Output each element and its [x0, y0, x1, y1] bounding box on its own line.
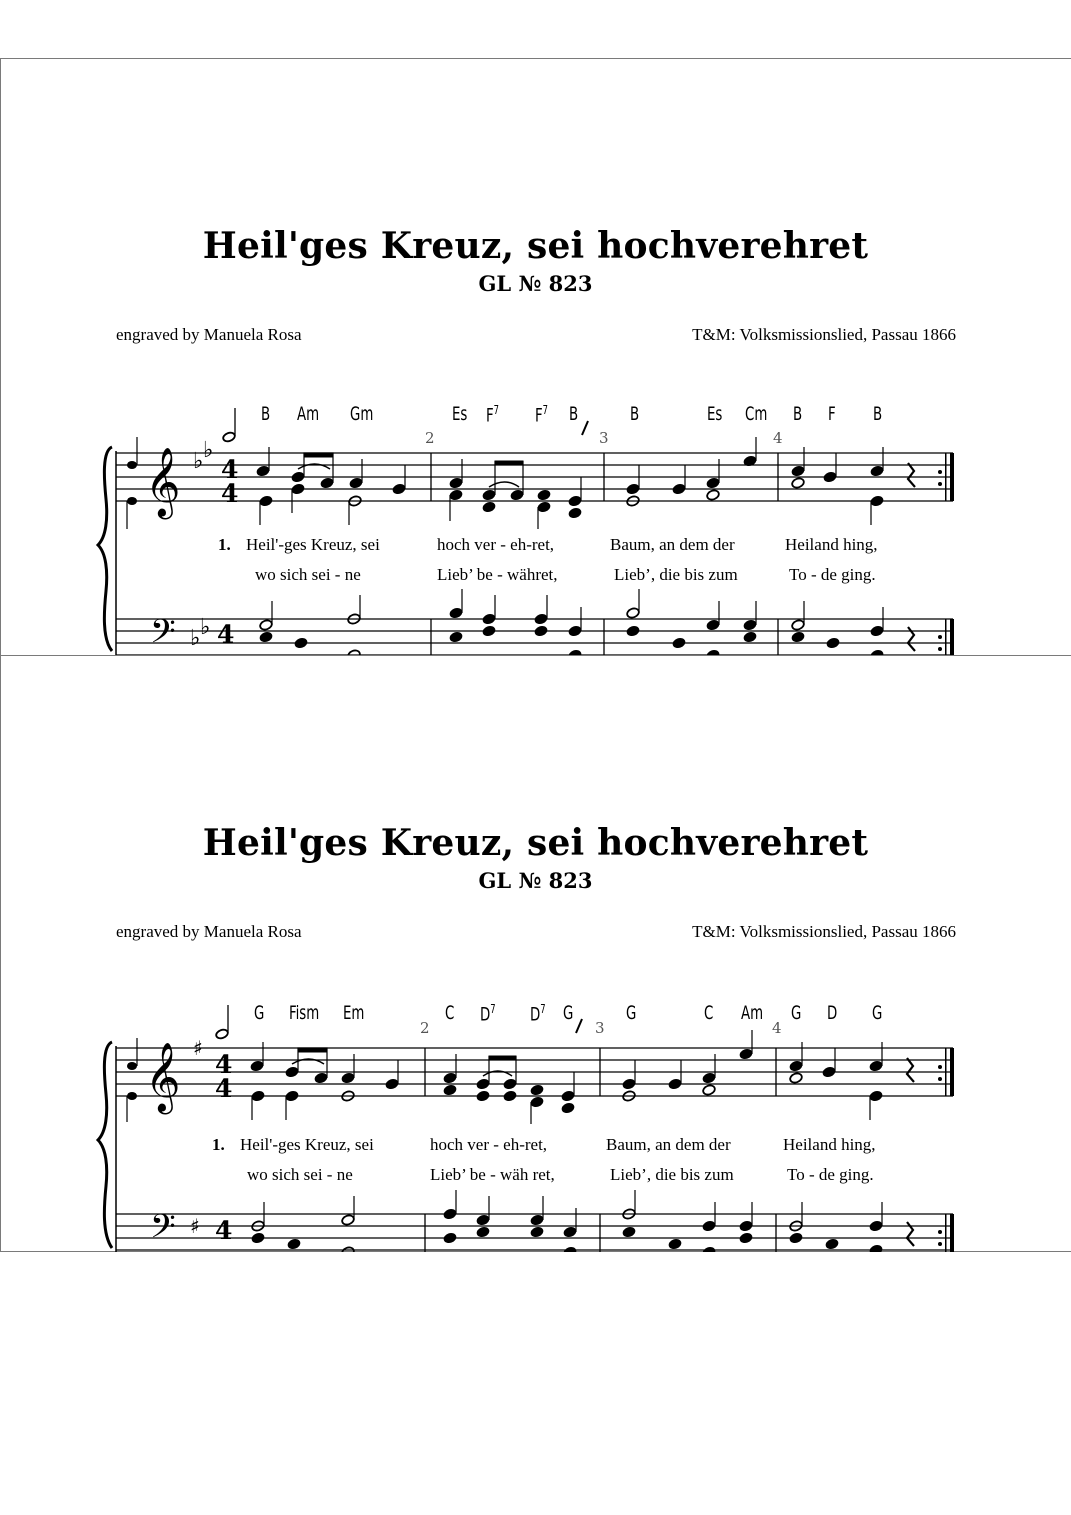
- key-signature-sharp: ♯: [190, 1214, 200, 1238]
- bass-clef: 𝄢: [150, 1208, 176, 1252]
- measure-1-treble: [256, 447, 406, 525]
- incipit-notes: [127, 437, 137, 529]
- music-score: [0, 59, 1071, 655]
- chord-symbol: Es: [707, 403, 723, 425]
- lyric-line-1: Heiland hing,: [783, 1135, 876, 1154]
- time-signature: 4: [215, 1074, 233, 1103]
- bar-number: 3: [599, 429, 609, 447]
- key-signature-flat: ♭: [200, 615, 211, 640]
- lyric-line-1: Heil'-ges Kreuz, sei: [240, 1135, 374, 1154]
- chord-symbol: $D^7$: [530, 1002, 546, 1026]
- grand-staff-brace: [98, 1042, 112, 1248]
- bass-staff: [116, 619, 953, 655]
- text-music-credit: T&M: Volksmissionslied, Passau 1866: [692, 922, 956, 941]
- lyric-line-2: Lieb’, die bis zum: [614, 565, 738, 584]
- chord-extension: 7: [493, 403, 500, 417]
- bar-number: 2: [425, 429, 435, 447]
- sheet-subtitle: GL № 823: [478, 868, 593, 893]
- lyric-line-2: wo sich sei - ne: [247, 1165, 353, 1184]
- incipit-notes: [127, 1038, 137, 1122]
- barlines: [431, 453, 778, 655]
- guide-half-note: [222, 408, 236, 443]
- bar-number: 4: [773, 429, 783, 447]
- lyric-line-2: Lieb’, die bis zum: [610, 1165, 734, 1184]
- chord-symbol: B: [569, 403, 579, 425]
- bass-notes: [259, 589, 915, 655]
- chord-symbol: G: [872, 1002, 883, 1024]
- chord-symbol: Cm: [745, 403, 768, 425]
- music-score: [0, 656, 1071, 1252]
- bass-notes: [251, 1190, 914, 1252]
- lyric-line-1: Baum, an dem der: [610, 535, 735, 554]
- text-music-credit: T&M: Volksmissionslied, Passau 1866: [692, 325, 956, 344]
- chord-symbol: Em: [343, 1002, 365, 1024]
- measure-2-treble: [443, 1054, 575, 1124]
- bar-number: 2: [420, 1019, 430, 1037]
- lyric-line-1: Baum, an dem der: [606, 1135, 731, 1154]
- guide-half-note: [215, 1005, 229, 1040]
- lyric-line-1: hoch ver - eh-ret,: [430, 1135, 548, 1154]
- lyric-line-1: Heiland hing,: [785, 535, 878, 554]
- chord-symbol: F: [828, 403, 836, 425]
- measure-4-treble: [789, 1042, 914, 1120]
- guide-slash: [582, 421, 588, 435]
- bass-clef: 𝄢: [150, 613, 176, 655]
- engraver-credit: engraved by Manuela Rosa: [116, 922, 302, 941]
- lyric-line-2: To - de ging.: [787, 1165, 874, 1184]
- time-signature: 4: [217, 620, 235, 649]
- chord-symbol: $F^7$: [535, 403, 549, 427]
- key-signature-flat: ♭: [203, 438, 214, 463]
- treble-clef: 𝄞: [145, 447, 181, 517]
- chord-symbol: $D^7$: [480, 1002, 496, 1026]
- chord-extension: 7: [542, 403, 549, 417]
- sheet-title: Heil'ges Kreuz, sei hochverehret: [202, 822, 869, 864]
- lyric-line-2: To - de ging.: [789, 565, 876, 584]
- chord-symbol: G: [626, 1002, 637, 1024]
- chord-symbol: B: [261, 403, 271, 425]
- lyric-line-2: Lieb’ be - währet,: [437, 565, 558, 584]
- measure-3-treble: [626, 437, 757, 507]
- chord-symbol: G: [563, 1002, 574, 1024]
- treble-clef: 𝄞: [145, 1042, 181, 1112]
- chord-symbol: Fism: [289, 1002, 320, 1024]
- time-signature: 4: [215, 1050, 233, 1079]
- guide-slash: [576, 1019, 582, 1033]
- chord-symbol: C: [445, 1002, 455, 1024]
- time-signature: 4: [221, 455, 239, 484]
- chord-symbol: Am: [297, 403, 320, 425]
- bar-number: 3: [595, 1019, 605, 1037]
- bar-number: 4: [772, 1019, 782, 1037]
- chord-symbol: B: [793, 403, 803, 425]
- chord-symbol: Am: [741, 1002, 764, 1024]
- sheet-subtitle: GL № 823: [478, 271, 593, 296]
- time-signature: 4: [215, 1216, 233, 1245]
- key-signature-flat: ♭: [193, 449, 204, 474]
- sheet-1: [0, 59, 1071, 655]
- lyric-line-2: Lieb’ be - wäh ret,: [430, 1165, 555, 1184]
- chord-symbol: Gm: [350, 403, 374, 425]
- measure-2-treble: [449, 459, 582, 529]
- sheet-2: [0, 656, 1071, 1252]
- repeat-barline: [938, 453, 954, 655]
- verse-number: 1.: [218, 535, 231, 554]
- grand-staff-brace: [98, 447, 112, 651]
- repeat-barline: [938, 1048, 954, 1252]
- chord-symbol: B: [873, 403, 883, 425]
- chord-symbol: $F^7$: [486, 403, 500, 427]
- lyric-line-1: hoch ver - eh-ret,: [437, 535, 555, 554]
- chord-symbol: C: [704, 1002, 714, 1024]
- time-signature: 4: [221, 479, 239, 508]
- chord-symbol: B: [630, 403, 640, 425]
- engraver-credit: engraved by Manuela Rosa: [116, 325, 302, 344]
- verse-number: 1.: [212, 1135, 225, 1154]
- sheet-title: Heil'ges Kreuz, sei hochverehret: [202, 225, 869, 267]
- chord-symbol: G: [791, 1002, 802, 1024]
- chord-extension: 7: [490, 1002, 496, 1016]
- chord-symbol: G: [254, 1002, 265, 1024]
- chord-symbol: Es: [452, 403, 468, 425]
- chord-extension: 7: [540, 1002, 546, 1016]
- measure-3-treble: [622, 1030, 753, 1102]
- measure-4-treble: [791, 447, 915, 525]
- measure-1-treble: [250, 1042, 399, 1120]
- lyric-line-2: wo sich sei - ne: [255, 565, 361, 584]
- key-signature-flat: ♭: [190, 626, 201, 651]
- key-signature-sharp: ♯: [193, 1036, 203, 1060]
- lyric-line-1: Heil'-ges Kreuz, sei: [246, 535, 380, 554]
- chord-symbol: D: [827, 1002, 838, 1024]
